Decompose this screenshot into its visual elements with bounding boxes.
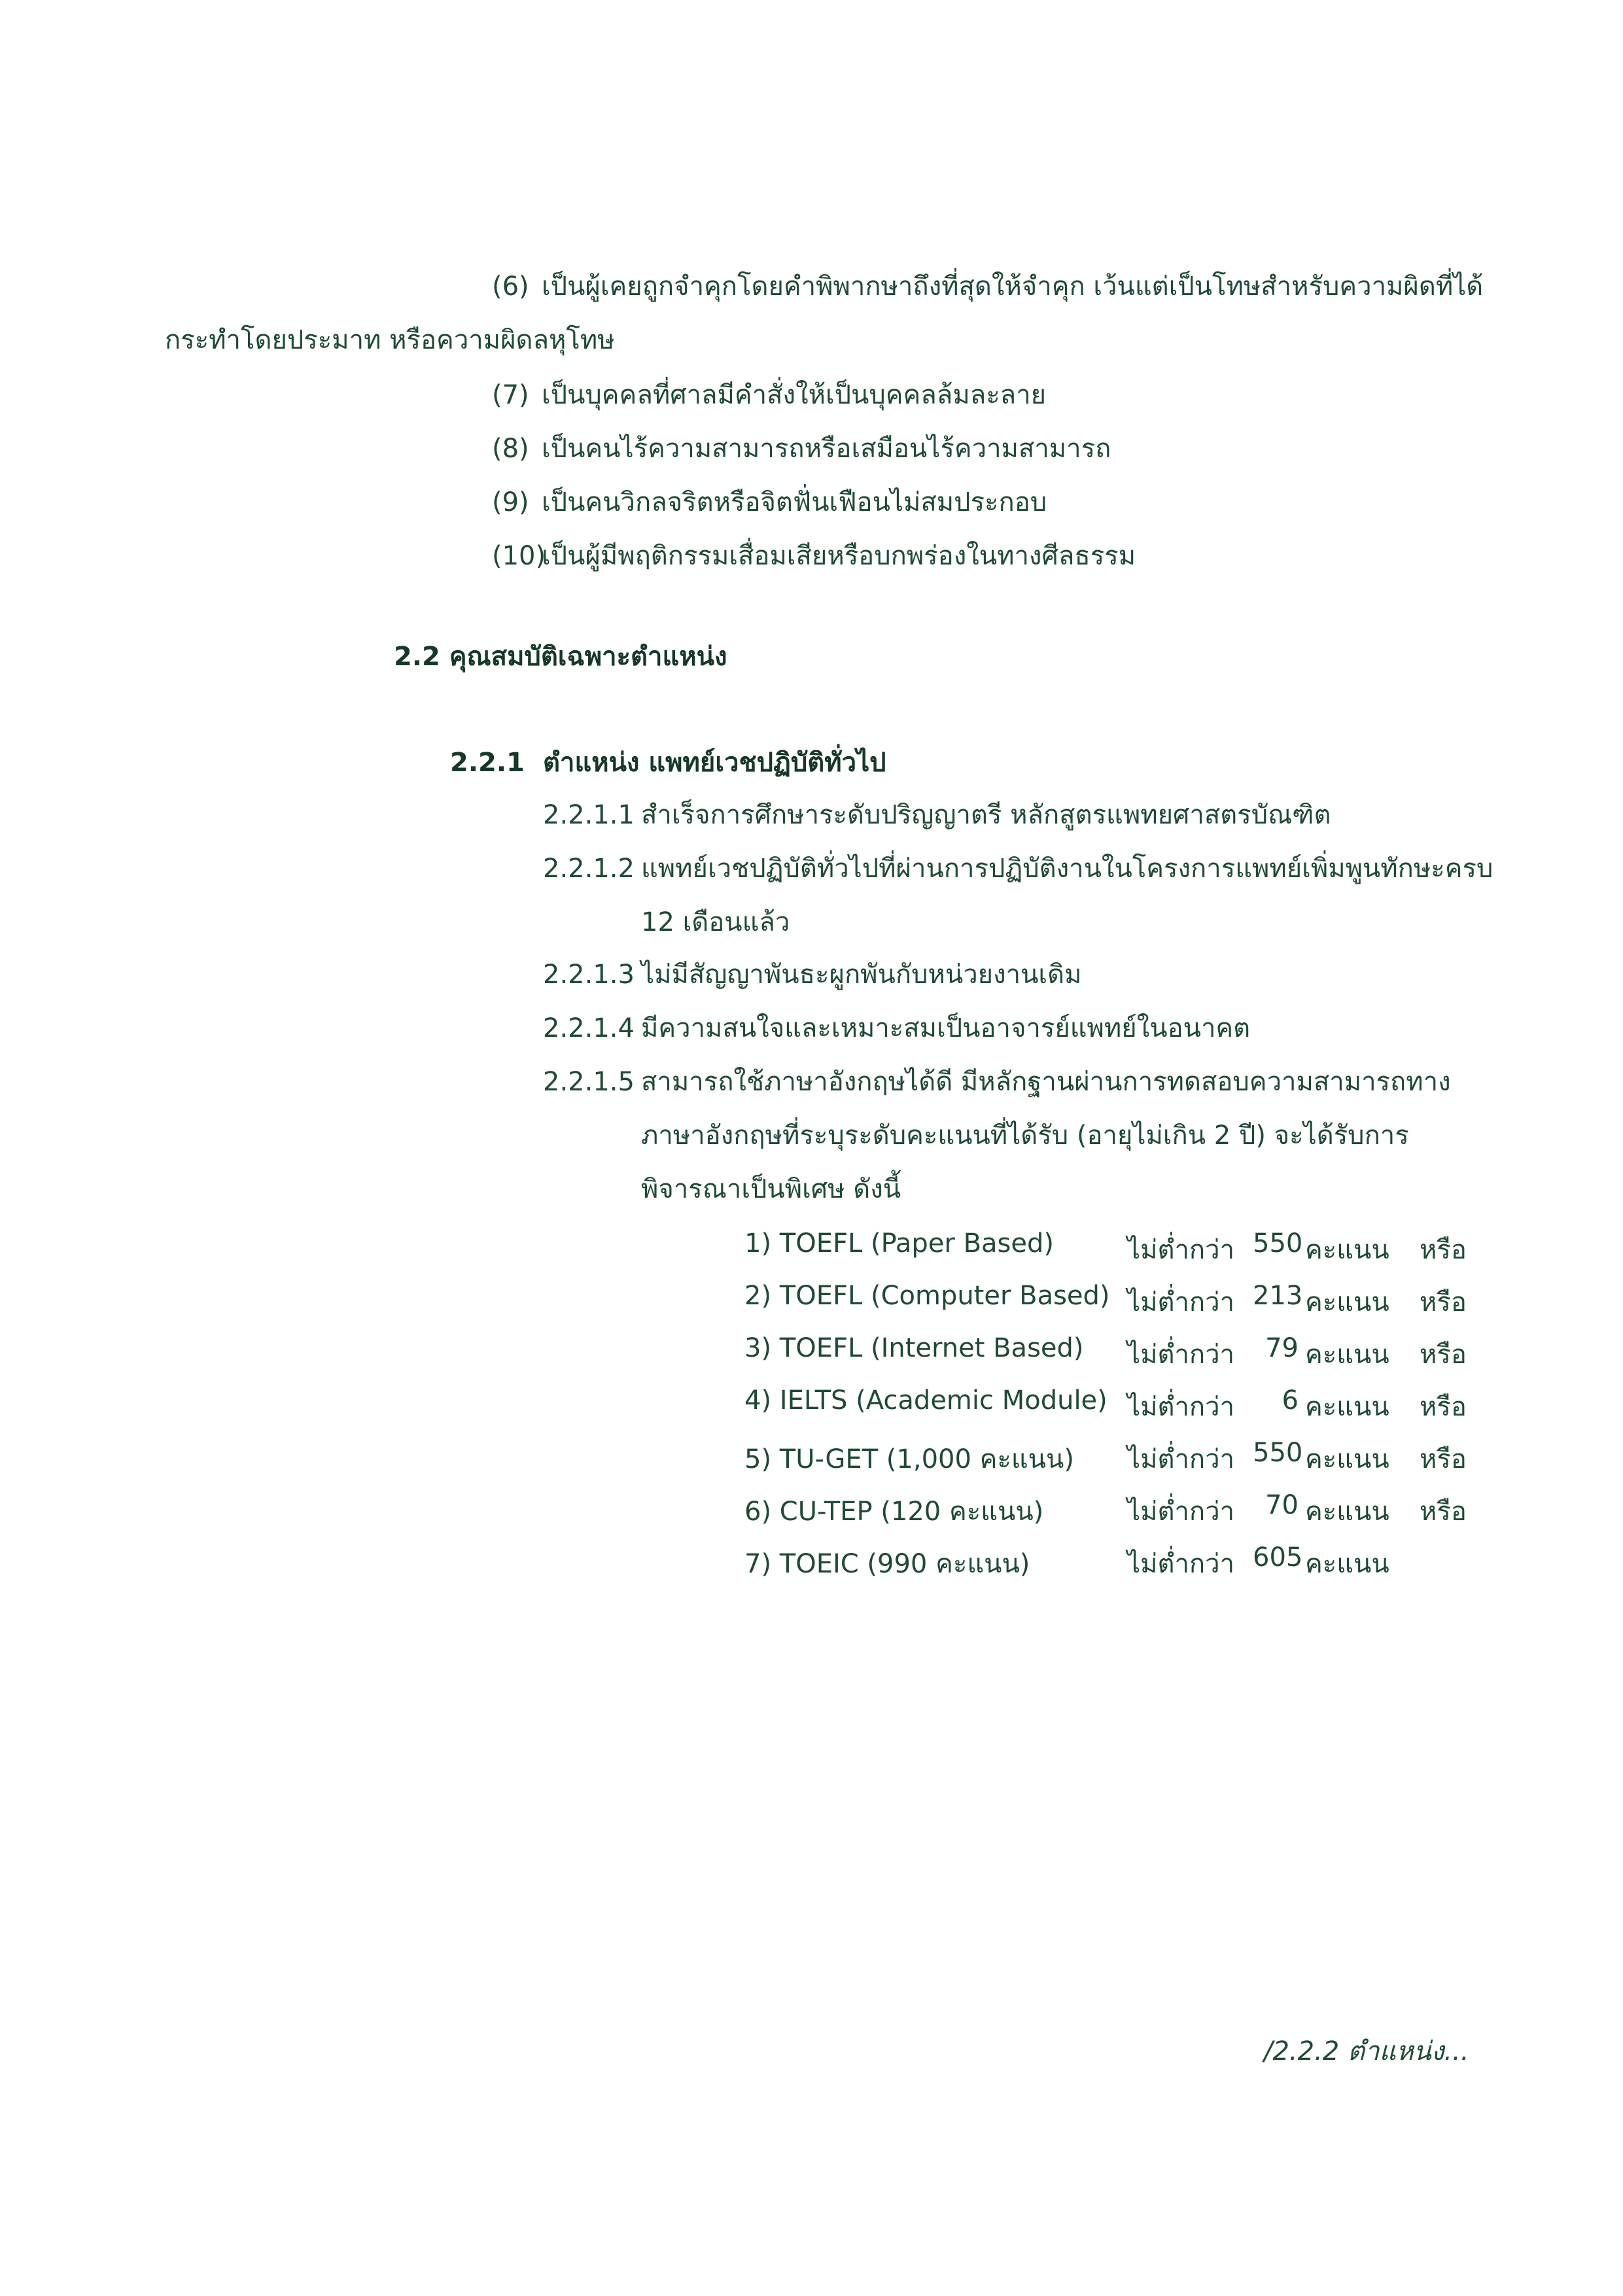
item-text: เป็นคนไร้ความสามารถหรือเสมือนไร้ความสามารถ: [542, 434, 1111, 464]
item-number: (10): [492, 541, 546, 571]
score-unit: คะแนน: [1305, 1340, 1389, 1370]
score-row: [0, 1385, 1623, 1425]
score-unit: คะแนน: [1305, 1444, 1389, 1474]
item-continuation: กระทำโดยประมาท หรือความผิดลหุโทษ: [165, 325, 615, 355]
score-unit: คะแนน: [1305, 1549, 1389, 1579]
score-row: [0, 1228, 1623, 1268]
item-text: เป็นคนวิกลจริตหรือจิตฟั่นเฟือนไม่สมประกอบ: [542, 487, 1047, 517]
score-value: 6: [1282, 1385, 1299, 1416]
score-value: 605: [1253, 1542, 1303, 1573]
item-text: พิจารณาเป็นพิเศษ ดังนี้: [641, 1174, 901, 1204]
item-number: (8): [492, 434, 529, 464]
item-number: 2.2.1.5: [543, 1067, 635, 1097]
item-number: (6): [492, 271, 529, 302]
min-label: ไม่ต่ำกว่า: [1127, 1497, 1235, 1527]
test-name: 5) TU-GET (1,000 คะแนน): [744, 1444, 1074, 1474]
item-text: สามารถใช้ภาษาอังกฤษได้ดี มีหลักฐานผ่านการทดสอบความสามารถทาง: [641, 1067, 1451, 1097]
score-value: 70: [1265, 1490, 1299, 1520]
item-number: 2.2.1.4: [543, 1013, 635, 1043]
score-row: [0, 1438, 1623, 1477]
test-name: 4) IELTS (Academic Module): [744, 1385, 1108, 1416]
score-unit: คะแนน: [1305, 1235, 1389, 1265]
conjunction: หรือ: [1420, 1340, 1467, 1370]
subsection-number: 2.2.1: [450, 748, 525, 778]
item-text: 12 เดือนแล้ว: [641, 907, 790, 937]
item-text: แพทย์เวชปฏิบัติทั่วไปที่ผ่านการปฏิบัติงานในโครงการแพทย์เพิ่มพูนทักษะครบ: [641, 854, 1493, 884]
item-number: 2.2.1.3: [543, 960, 635, 990]
test-name: 2) TOEFL (Computer Based): [744, 1281, 1110, 1311]
conjunction: หรือ: [1420, 1444, 1467, 1474]
min-label: ไม่ต่ำกว่า: [1127, 1287, 1235, 1317]
item-text: ไม่มีสัญญาพันธะผูกพันกับหน่วยงานเดิม: [641, 960, 1082, 990]
item-number: (7): [492, 380, 529, 410]
item-text: เป็นผู้มีพฤติกรรมเสื่อมเสียหรือบกพร่องในทางศีลธรรม: [542, 541, 1136, 571]
item-number: (9): [492, 487, 529, 517]
score-unit: คะแนน: [1305, 1497, 1389, 1527]
score-unit: คะแนน: [1305, 1287, 1389, 1317]
section-heading: 2.2 คุณสมบัติเฉพาะตำแหน่ง: [394, 642, 727, 672]
item-text: เป็นบุคคลที่ศาลมีคำสั่งให้เป็นบุคคลล้มละลาย: [542, 380, 1047, 410]
score-unit: คะแนน: [1305, 1392, 1389, 1422]
score-row: [0, 1490, 1623, 1529]
item-text: มีความสนใจและเหมาะสมเป็นอาจารย์แพทย์ในอนาคต: [641, 1013, 1251, 1043]
test-name: 1) TOEFL (Paper Based): [744, 1228, 1054, 1259]
test-name: 7) TOEIC (990 คะแนน): [744, 1549, 1030, 1579]
item-text: ภาษาอังกฤษที่ระบุระดับคะแนนที่ได้รับ (อายุไม่เกิน 2 ปี) จะได้รับการ: [641, 1121, 1409, 1151]
item-number: 2.2.1.1: [543, 800, 635, 830]
conjunction: หรือ: [1420, 1235, 1467, 1265]
conjunction: หรือ: [1420, 1392, 1467, 1422]
min-label: ไม่ต่ำกว่า: [1127, 1392, 1235, 1422]
test-name: 6) CU-TEP (120 คะแนน): [744, 1497, 1044, 1527]
score-value: 550: [1253, 1228, 1303, 1259]
score-value: 550: [1253, 1438, 1303, 1468]
item-number: 2.2.1.2: [543, 854, 635, 884]
min-label: ไม่ต่ำกว่า: [1127, 1549, 1235, 1579]
page-continuation: /2.2.2 ตำแหน่ง...: [1264, 2036, 1469, 2066]
test-name: 3) TOEFL (Internet Based): [744, 1333, 1084, 1363]
item-text: สำเร็จการศึกษาระดับปริญญาตรี หลักสูตรแพทยศาสตรบัณฑิต: [641, 800, 1331, 830]
subsection-title: ตำแหน่ง แพทย์เวชปฏิบัติทั่วไป: [543, 748, 886, 778]
min-label: ไม่ต่ำกว่า: [1127, 1235, 1235, 1265]
min-label: ไม่ต่ำกว่า: [1127, 1444, 1235, 1474]
score-row: [0, 1333, 1623, 1372]
item-text: เป็นผู้เคยถูกจำคุกโดยคำพิพากษาถึงที่สุดให้จำคุก เว้นแต่เป็นโทษสำหรับความผิดที่ได้: [542, 271, 1484, 302]
score-value: 79: [1265, 1333, 1299, 1363]
score-value: 213: [1253, 1281, 1303, 1311]
score-row: [0, 1281, 1623, 1320]
min-label: ไม่ต่ำกว่า: [1127, 1340, 1235, 1370]
conjunction: หรือ: [1420, 1287, 1467, 1317]
conjunction: หรือ: [1420, 1497, 1467, 1527]
score-row: [0, 1542, 1623, 1582]
